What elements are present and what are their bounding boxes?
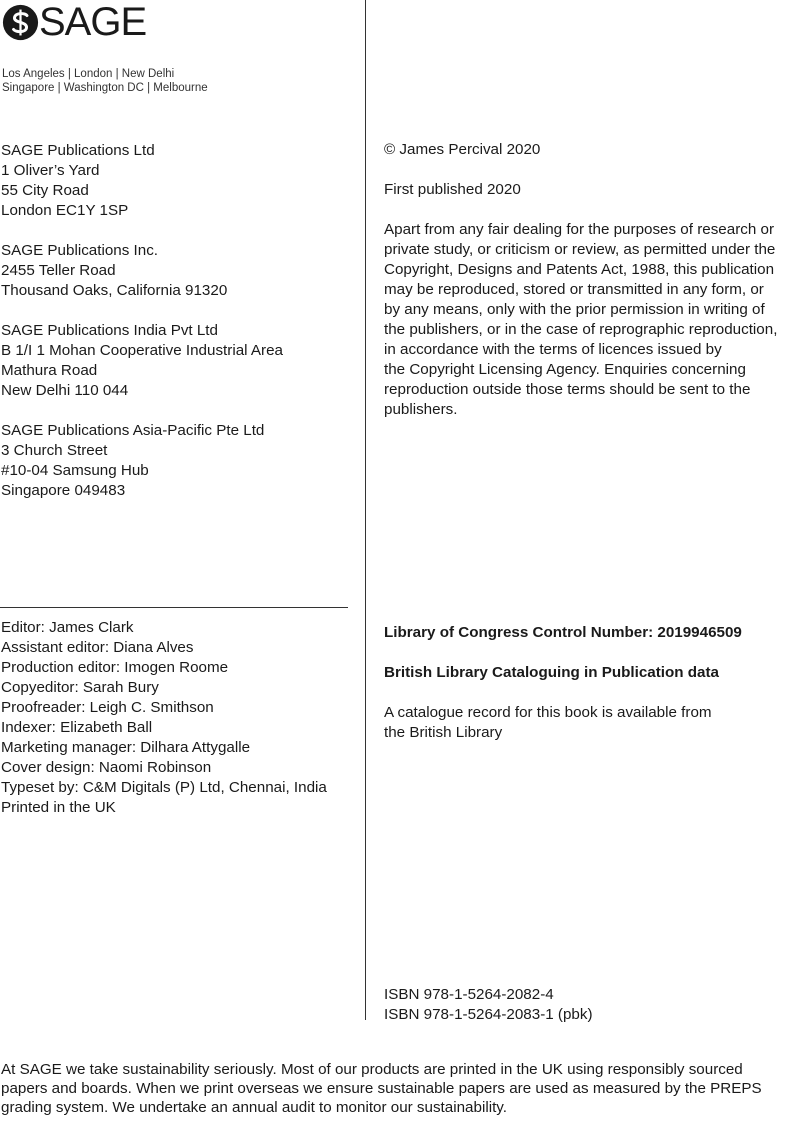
sustainability-statement <box>1 1060 762 1117</box>
publisher-logo <box>2 2 208 95</box>
isbn-block <box>384 985 593 1025</box>
sustainability-line: At SAGE we take sustainability seriously. Most of our products are printed in the UK using responsibly sourced <box>1 1061 743 1078</box>
section-divider <box>0 607 348 608</box>
address-line: New Delhi 110 044 <box>1 382 129 399</box>
rights-line: may be reproduced, stored or transmitted in any form, or <box>384 281 764 298</box>
cities-line: Singapore | Washington DC | Melbourne <box>2 82 208 94</box>
credit-line: Proofreader: Leigh C. Smithson <box>1 699 214 716</box>
catalogue-record-line: the British Library <box>384 724 503 741</box>
logo-wordmark: SAGE <box>39 0 147 44</box>
address-line: SAGE Publications India Pvt Ltd <box>1 322 218 339</box>
bl-cataloguing-heading: British Library Cataloguing in Publication data <box>384 664 720 681</box>
address-us <box>1 241 283 301</box>
publisher-addresses <box>1 141 283 521</box>
rights-line: Copyright, Designs and Patents Act, 1988, this publication <box>384 261 775 278</box>
address-line: SAGE Publications Inc. <box>1 242 159 259</box>
production-credits <box>1 618 327 818</box>
address-india <box>1 321 283 401</box>
address-line: 1 Oliver’s Yard <box>1 162 100 179</box>
address-line: 3 Church Street <box>1 442 108 459</box>
isbn-line: ISBN 978-1-5264-2083-1 (pbk) <box>384 1006 593 1023</box>
rights-line: in accordance with the terms of licences issued by <box>384 341 722 358</box>
first-published: First published 2020 <box>384 181 521 198</box>
address-line: B 1/I 1 Mohan Cooperative Industrial Area <box>1 342 283 359</box>
sustainability-line: grading system. We undertake an annual audit to monitor our sustainability. <box>1 1099 507 1116</box>
loc-control-number: Library of Congress Control Number: 2019946509 <box>384 624 742 641</box>
sustainability-line: papers and boards. When we print overseas we ensure sustainable papers are used as measured by the PREPS <box>1 1080 762 1097</box>
address-line: 2455 Teller Road <box>1 262 116 279</box>
credit-line: Editor: James Clark <box>1 619 134 636</box>
credit-line: Typeset by: C&M Digitals (P) Ltd, Chennai, India <box>1 779 327 796</box>
column-divider <box>365 0 366 1020</box>
address-line: 55 City Road <box>1 182 89 199</box>
address-line: Singapore 049483 <box>1 482 126 499</box>
rights-line: Apart from any fair dealing for the purposes of research or <box>384 221 775 238</box>
rights-line: publishers. <box>384 401 458 418</box>
copyright-block <box>384 140 800 420</box>
catalogue-record-line: A catalogue record for this book is available from <box>384 704 712 721</box>
address-singapore <box>1 421 283 501</box>
address-line: Mathura Road <box>1 362 98 379</box>
rights-line: private study, or criticism or review, as permitted under the <box>384 241 776 258</box>
isbn-line: ISBN 978-1-5264-2082-4 <box>384 986 554 1003</box>
rights-line: reproduction outside those terms should be sent to the <box>384 381 751 398</box>
credit-line: Copyeditor: Sarah Bury <box>1 679 159 696</box>
address-line: SAGE Publications Ltd <box>1 142 155 159</box>
copyright-notice: © James Percival 2020 <box>384 141 541 158</box>
credit-line: Production editor: Imogen Roome <box>1 659 229 676</box>
address-line: SAGE Publications Asia-Pacific Pte Ltd <box>1 422 265 439</box>
rights-line: the Copyright Licensing Agency. Enquiries concerning <box>384 361 746 378</box>
sage-s-emblem-icon <box>2 4 39 41</box>
rights-line: the publishers, or in the case of reprographic reproduction, <box>384 321 778 338</box>
rights-statement <box>384 220 800 420</box>
rights-line: by any means, only with the prior permission in writing of <box>384 301 765 318</box>
address-line: Thousand Oaks, California 91320 <box>1 282 228 299</box>
credit-line: Marketing manager: Dilhara Attygalle <box>1 739 251 756</box>
cities-line: Los Angeles | London | New Delhi <box>2 68 175 80</box>
address-line: #10-04 Samsung Hub <box>1 462 149 479</box>
credit-line: Printed in the UK <box>1 799 116 816</box>
publisher-cities <box>2 67 208 95</box>
address-line: London EC1Y 1SP <box>1 202 129 219</box>
credit-line: Indexer: Elizabeth Ball <box>1 719 153 736</box>
credit-line: Assistant editor: Diana Alves <box>1 639 194 656</box>
cataloguing-block <box>384 623 800 743</box>
address-uk <box>1 141 283 221</box>
credit-line: Cover design: Naomi Robinson <box>1 759 212 776</box>
